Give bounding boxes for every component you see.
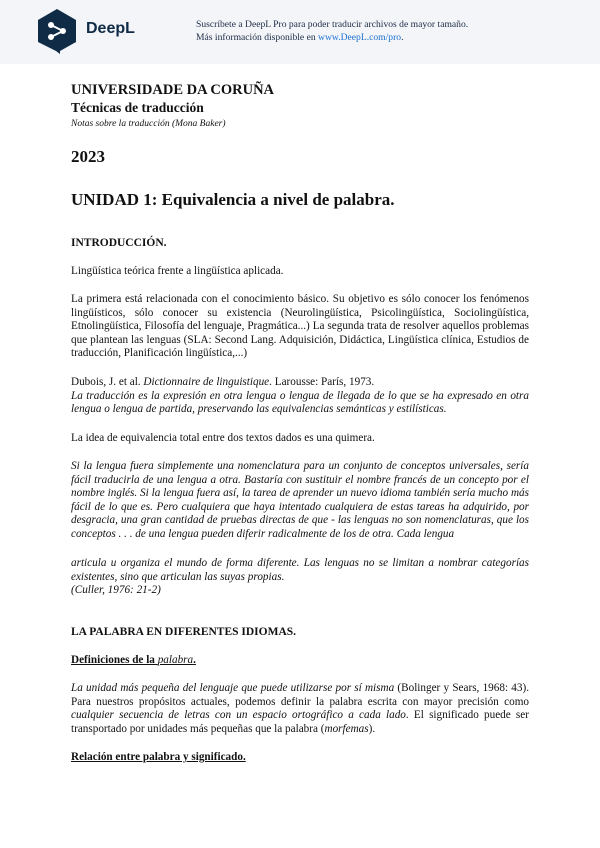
def-text-c: ). xyxy=(368,722,376,735)
culler-quote: Si la lengua fuera simplemente una nomenclatura para un conjunto de conceptos universales, sería fácil traducirla de una lengua a otra. Bastaría con sustituir el nombre francés de un concepto por el nombre inglés. Si la lengua fuera así, la tarea de aprender un nuevo idioma también sería mucho más fácil de lo que es. Pero cualquiera que haya intentado cualquiera de estas tareas ha adquirido, por desgracia, una gran cantidad de pruebas directas de que - las lenguas no son nomenclaturas, que los conceptos . . . de una lengua pueden diferir radicalmente de los de otra. Cada lengua xyxy=(71,460,529,540)
promo-line-1: Suscríbete a DeepL Pro para poder traducir archivos de mayor tamaño. xyxy=(196,19,469,30)
course-title: Técnicas de traducción xyxy=(71,100,204,115)
relation-heading: Relación entre palabra y significado. xyxy=(71,751,246,763)
unit-title: UNIDAD 1: Equivalencia a nivel de palabra. xyxy=(71,190,395,209)
ref-quote: La traducción es la expresión en otra lengua o lengua de llegada de lo que se ha expresado en otra lengua o lengua de partida, preservando las equivalencias semánticas y estilísticas. xyxy=(71,389,529,416)
def-italic-1: La unidad más pequeña del lenguaje que puede utilizarse por sí misma xyxy=(71,682,395,694)
intro-paragraph-2: La primera está relacionada con el conocimiento básico. Su objetivo es sólo conocer los fenómenos lingüísticos, sólo conocer su existencia (Neurolingüística, Psicolingüística, Sociolingüística, Etnolingüística, Filosofía del lenguaje, Pragmática...) La segunda trata de resolver aquellos problemas que plantean las lenguas (SLA: Second Lang. Adquisición, Didáctica, Lingüística clínica, Estudios de traducción, Planificación lingüística,...) xyxy=(71,293,529,360)
def-text-b: . El significado puede ser transportado por unidades más pequeñas que la palabra ( xyxy=(71,709,529,735)
deepl-banner xyxy=(0,0,600,64)
def-heading-suffix: . xyxy=(193,654,196,666)
def-heading-word: palabra xyxy=(157,654,194,666)
culler-citation: (Culler, 1976: 21-2) xyxy=(71,584,161,596)
university-heading: UNIVERSIDADE DA CORUÑA xyxy=(71,82,275,98)
promo-suffix: . xyxy=(401,32,404,43)
reference-paragraph xyxy=(71,376,529,417)
deepl-brand: DeepL xyxy=(86,20,135,37)
ref-rest: . Larousse: París, 1973. xyxy=(269,376,375,388)
notes-subtitle: Notas sobre la traducción (Mona Baker) xyxy=(71,119,226,129)
def-italic-2: cualquier secuencia de letras con un espacio ortográfico a cada lado xyxy=(71,709,406,722)
intro-paragraph-1: Lingüística teórica frente a lingüística aplicada. xyxy=(71,265,284,277)
ref-author: Dubois, J. et al. xyxy=(71,376,144,388)
ref-title: Dictionnaire de linguistique xyxy=(143,376,270,388)
quimera-paragraph: La idea de equivalencia total entre dos textos dados es una quimera. xyxy=(71,432,375,444)
def-italic-3: morfemas xyxy=(324,722,369,735)
definitions-heading xyxy=(71,654,196,666)
promo-text xyxy=(196,18,468,44)
promo-prefix: Más información disponible en xyxy=(196,32,319,43)
promo-line-2 xyxy=(196,31,468,44)
section-2-heading: LA PALABRA EN DIFERENTES IDIOMAS. xyxy=(71,626,297,638)
deepl-logo-icon xyxy=(36,8,78,54)
deepl-pro-link[interactable]: www.DeepL.com/pro xyxy=(318,32,402,43)
def-heading-prefix: Definiciones de la xyxy=(71,654,158,666)
definitions-paragraph xyxy=(71,682,529,736)
year-heading: 2023 xyxy=(71,147,105,166)
def-text-a: (Bolinger y Sears, 1968: 43). Para nuestros propósitos actuales, podemos definir la palabra escrita con mayor precisión como xyxy=(71,682,529,708)
culler-quote-continued: articula u organiza el mundo de forma diferente. Las lenguas no se limitan a nombrar categorías existentes, sino que articulan las suyas propias. xyxy=(71,557,529,583)
intro-heading: INTRODUCCIÓN. xyxy=(71,237,167,249)
